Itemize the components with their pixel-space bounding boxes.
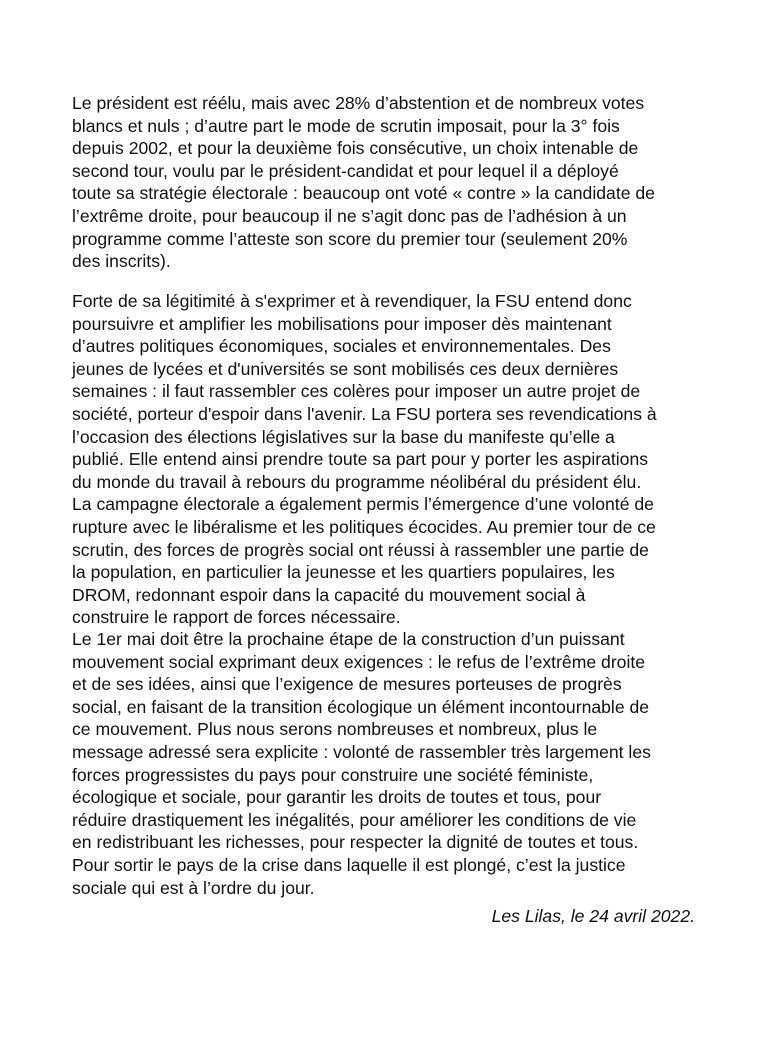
text-line: toute sa stratégie électorale : beaucoup ont voté « contre » la candidate de [72, 183, 655, 204]
text-line: depuis 2002, et pour la deuxième fois consécutive, un choix intenable de [72, 138, 639, 159]
text-line: rupture avec le libéralisme et les politiques écocides. Au premier tour de ce [72, 516, 656, 537]
place-date-signature: Les Lilas, le 24 avril 2022. [491, 906, 695, 926]
text-line: écologique et sociale, pour garantir les droits de toutes et tous, pour [72, 787, 602, 808]
text-line: second tour, voulu par le président-candidat et pour lequel il a déployé [72, 160, 619, 181]
text-line: du monde du travail à rebours du programme néolibéral du président élu. [72, 471, 642, 492]
text-line: social, en faisant de la transition écologique un élément incontournable de [72, 696, 650, 717]
text-line: ce mouvement. Plus nous serons nombreuses et nombreux, plus le [72, 719, 598, 740]
text-line: DROM, redonnant espoir dans la capacité du mouvement social à [72, 584, 586, 605]
text-line: l’occasion des élections législatives sur la base du manifeste qu’elle a [72, 426, 615, 447]
text-line: des inscrits). [72, 251, 171, 272]
text-line: scrutin, des forces de progrès social ont réussi à rassembler une partie de [72, 539, 649, 560]
text-line: publié. Elle entend ainsi prendre toute sa part pour y porter les aspirations [72, 449, 649, 470]
text-line: l’extrême droite, pour beaucoup il ne s’agit donc pas de l’adhésion à un [72, 205, 627, 226]
text-line: la population, en particulier la jeunesse et les quartiers populaires, les [72, 562, 615, 583]
text-line: La campagne électorale a également permis l’émergence d’une volonté de [72, 494, 654, 515]
text-line: Pour sortir le pays de la crise dans laquelle il est plongé, c’est la justice [72, 854, 626, 875]
text-line: Le 1er mai doit être la prochaine étape de la construction d’un puissant [72, 629, 625, 649]
text-line: en redistribuant les richesses, pour respecter la dignité de toutes et tous. [72, 832, 639, 853]
paragraph-may-first [72, 628, 651, 899]
text-line: programme comme l’atteste son score du premier tour (seulement 20% [72, 228, 628, 249]
text-line: message adressé sera explicite : volonté de rassembler très largement les [72, 741, 651, 762]
paragraph-election-result [72, 92, 655, 273]
text-line: jeunes de lycées et d'universités se sont mobilisés ces deux dernières [72, 358, 619, 379]
text-line: Le président est réélu, mais avec 28% d’abstention et de nombreux votes [72, 93, 645, 113]
text-line: réduire drastiquement les inégalités, pour améliorer les conditions de vie [72, 809, 637, 830]
text-line: Forte de sa légitimité à s'exprimer et à revendiquer, la FSU entend donc [72, 291, 632, 311]
text-line: blancs et nuls ; d’autre part le mode de scrutin imposait, pour la 3° fois [72, 115, 620, 136]
text-line: société, porteur d'espoir dans l'avenir. La FSU portera ses revendications à [72, 403, 657, 424]
text-line: forces progressistes du pays pour construire une société féministe, [72, 764, 594, 785]
text-line: et de ses idées, ainsi que l’exigence de mesures porteuses de progrès [72, 674, 622, 695]
paragraph-fsu-mobilisation [72, 290, 657, 629]
text-line: poursuivre et amplifier les mobilisations pour imposer dès maintenant [72, 313, 612, 334]
text-line: construire le rapport de forces nécessaire. [72, 607, 401, 628]
text-line: sociale qui est à l’ordre du jour. [72, 877, 315, 898]
text-line: mouvement social exprimant deux exigences : le refus de l’extrême droite [72, 651, 646, 672]
text-line: semaines : il faut rassembler ces colères pour imposer un autre projet de [72, 381, 641, 402]
text-line: d’autres politiques économiques, sociales et environnementales. Des [72, 336, 611, 357]
